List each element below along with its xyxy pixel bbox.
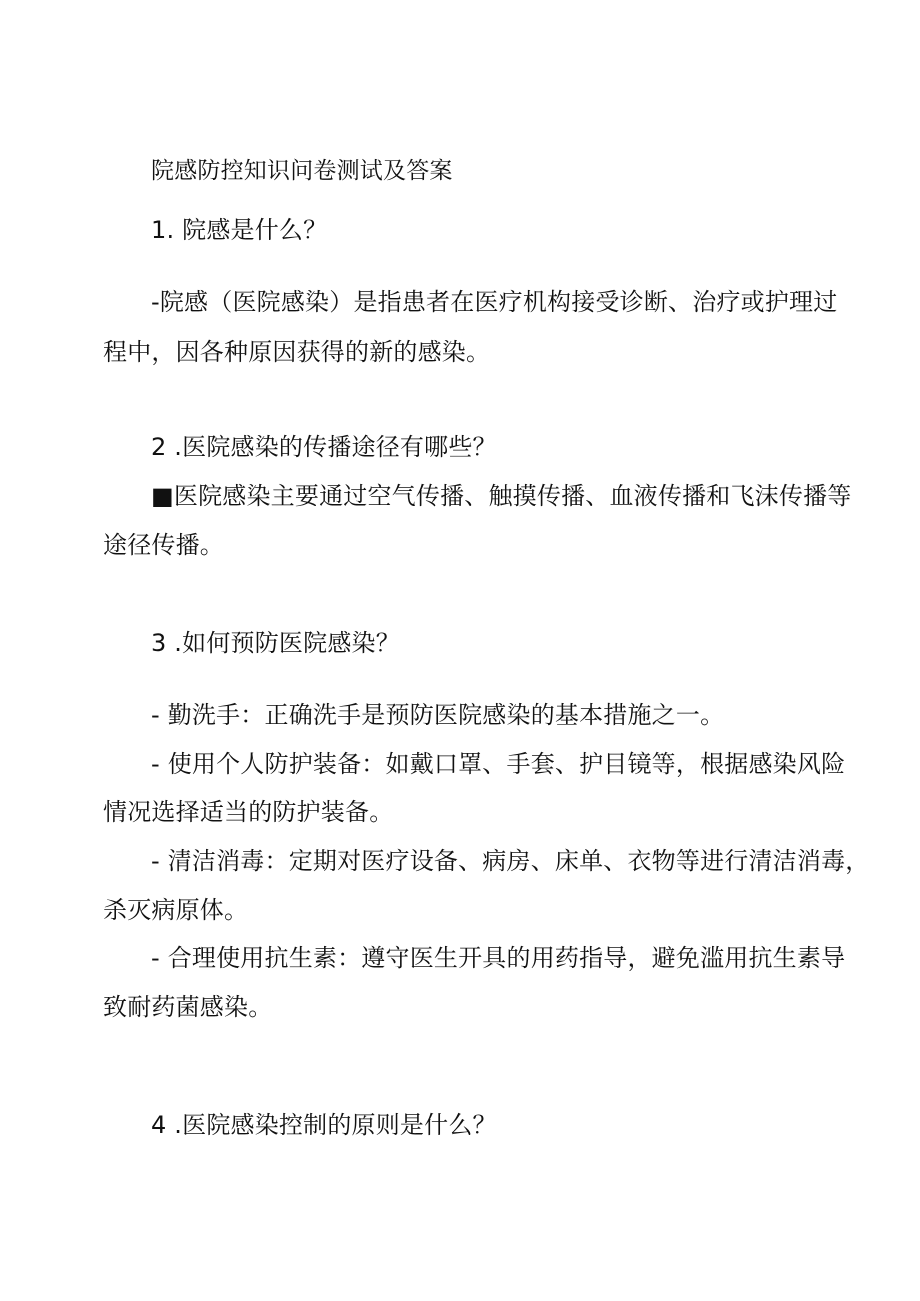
prevention-item-4-line-1: - 合理使用抗生素：遵守医生开具的用药指导，避免滥用抗生素导 [151, 944, 846, 972]
prevention-item-1: - 勤洗手：正确洗手是预防医院感染的基本措施之一。 [151, 701, 725, 729]
question-2: 2 .医院感染的传播途径有哪些？ [151, 433, 497, 461]
question-3: 3 .如何预防医院感染？ [151, 629, 400, 657]
prevention-item-2-line-1: - 使用个人防护装备：如戴口罩、手套、护目镜等，根据感染风险 [151, 750, 846, 778]
answer-1-line-1: -院感（医院感染）是指患者在医疗机构接受诊断、治疗或护理过 [151, 288, 838, 316]
prevention-item-3-line-2: 杀灭病原体。 [103, 896, 249, 924]
prevention-item-2-line-2: 情况选择适当的防护装备。 [103, 798, 394, 826]
prevention-item-4-line-2: 致耐药菌感染。 [103, 993, 273, 1021]
question-1: 1. 院感是什么？ [151, 216, 328, 244]
answer-1-line-2: 程中，因各种原因获得的新的感染。 [103, 338, 491, 366]
question-4: 4 .医院感染控制的原则是什么？ [151, 1111, 497, 1139]
answer-2-line-1: ■医院感染主要通过空气传播、触摸传播、血液传播和飞沫传播等 [151, 482, 852, 510]
answer-2-line-2: 途径传播。 [103, 531, 224, 559]
document-title: 院感防控知识问卷测试及答案 [151, 158, 453, 184]
prevention-item-3-line-1: - 清洁消毒：定期对医疗设备、病房、床单、衣物等进行清洁消毒， [151, 847, 870, 875]
